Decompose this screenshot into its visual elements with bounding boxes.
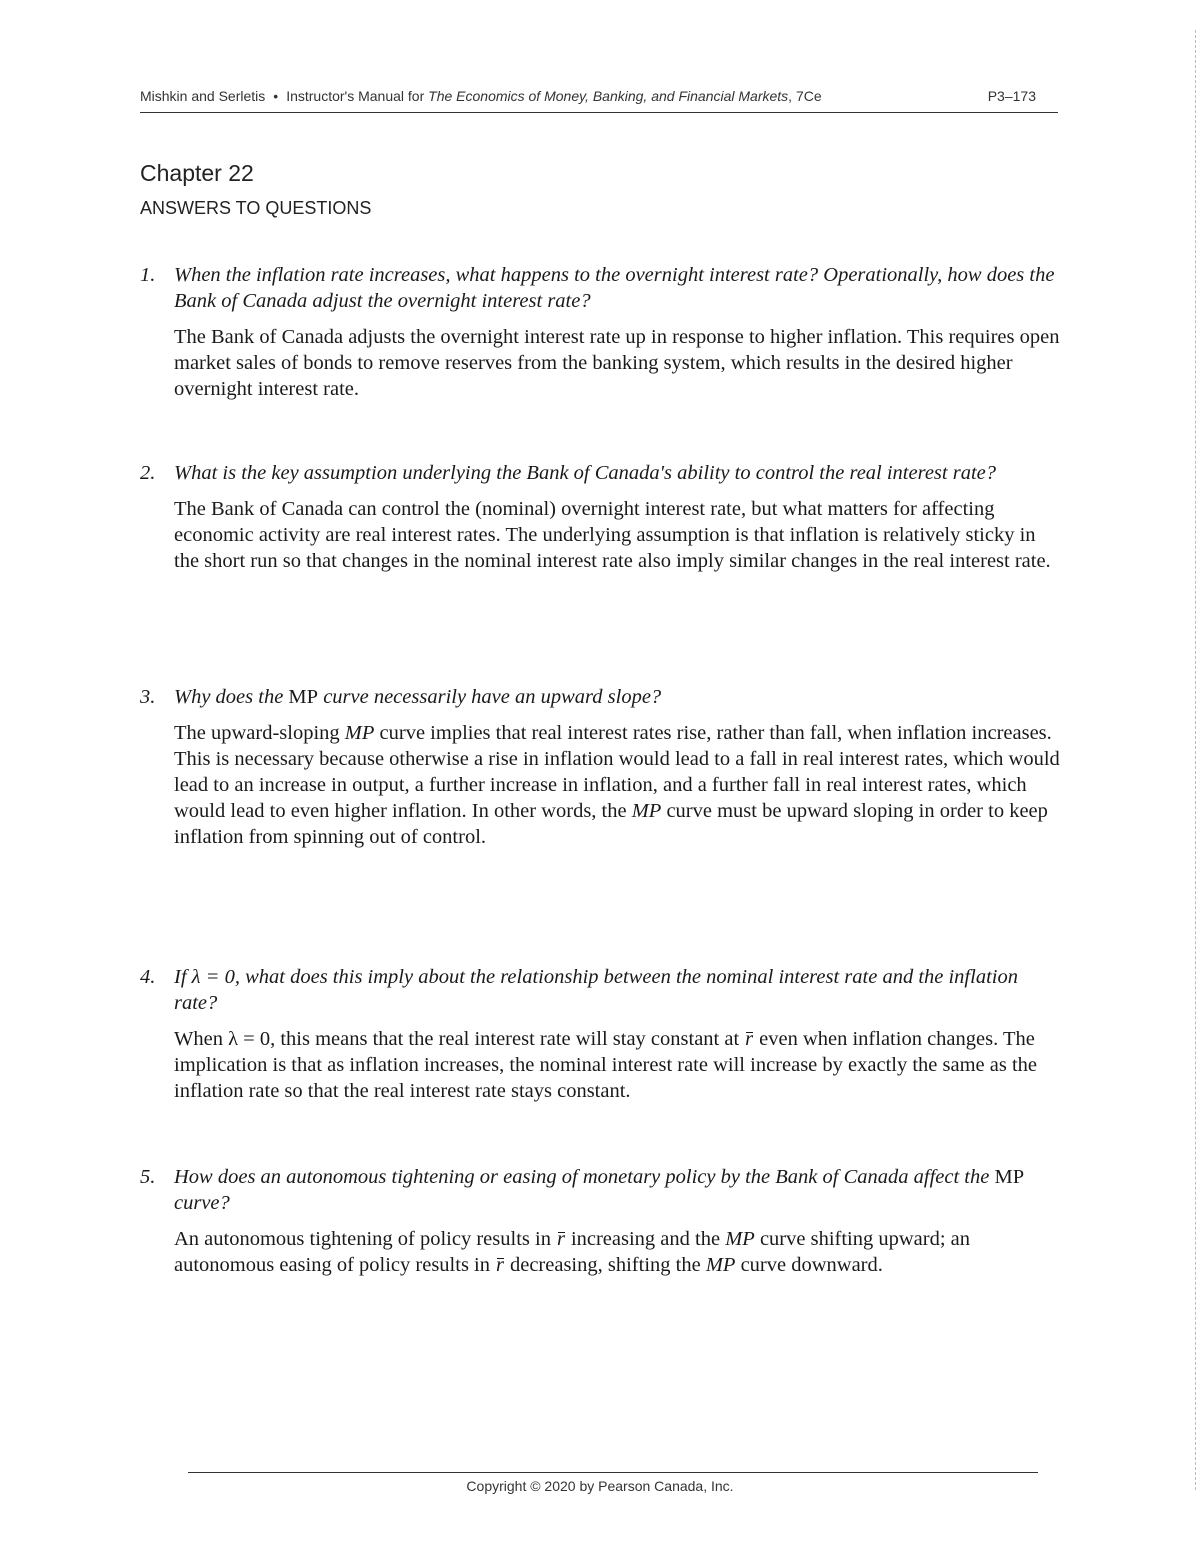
footer-rule — [188, 1472, 1038, 1473]
header-book-title: The Economics of Money, Banking, and Financial Markets — [428, 88, 789, 104]
answer-text-part: When λ = 0, this means that the real interest rate will stay constant at — [174, 1028, 740, 1050]
question-text-part: Why does the — [174, 686, 289, 708]
mp-term: MP — [705, 1254, 736, 1276]
question-text: When the inflation rate increases, what happens to the overnight interest rate? Operationally, how does the Bank of Canada adjust the overnight interest rate? — [174, 264, 1055, 312]
qa-item-4 — [140, 964, 1060, 1104]
answer-1: The Bank of Canada adjusts the overnight interest rate up in response to higher inflation. This requires open market sales of bonds to remove reserves from the banking system, which results in the desired higher overnight interest rate. — [174, 326, 1060, 400]
answer-2: The Bank of Canada can control the (nominal) overnight interest rate, but what matters for affecting economic activity are real interest rates. The underlying assumption is that inflation is relatively sticky in the short run so that changes in the nominal interest rate also imply similar changes in the real interest rate. — [174, 498, 1051, 572]
mp-term: MP — [994, 1166, 1025, 1188]
footer-copyright: Copyright © 2020 by Pearson Canada, Inc. — [466, 1478, 734, 1494]
answer-text-part: curve shifting upward; an autonomous easing of policy results in — [174, 1228, 971, 1276]
question-text-part: How does an autonomous tightening or easing of monetary policy by the Bank of Canada affect the — [174, 1166, 995, 1188]
mp-term: MP — [344, 722, 375, 744]
qa-item-2 — [140, 460, 1060, 574]
answer-text-part: curve downward. — [735, 1254, 883, 1276]
page-number: P3–173 — [987, 88, 1036, 104]
qa-item-5 — [140, 1164, 1060, 1278]
answer-text-part: even when inflation changes. The implication is that as inflation increases, the nominal interest rate will increase by exactly the same as the inflation rate so that the real interest rate stays constant. — [174, 1028, 1037, 1102]
question-4 — [140, 964, 1060, 1016]
question-text: If λ = 0, what does this imply about the relationship between the nominal interest rate and the inflation rate? — [174, 966, 1018, 1014]
answer-4 — [140, 1026, 1060, 1104]
header-rule — [140, 112, 1058, 113]
mp-term: MP — [631, 800, 662, 822]
chapter-title: Chapter 22 — [140, 160, 254, 186]
mp-term: MP — [288, 686, 319, 708]
question-number: 4. — [140, 966, 156, 988]
question-text: What is the key assumption underlying the Bank of Canada's ability to control the real interest rate? — [174, 462, 996, 484]
question-1 — [140, 262, 1060, 314]
scan-edge-marks — [1193, 30, 1196, 1490]
answer-text-part: decreasing, shifting the — [509, 1254, 706, 1276]
header-manual-prefix: Instructor's Manual for — [286, 88, 429, 104]
answer-text-part: curve implies that real interest rates rise, rather than fall, when inflation increases. This is necessary because otherwise a rise in inflation would lead to a fall in real interest rates, which would lead to an increase in output, a further increase in inflation, and a further fall in real interest rates, which would lead to even higher inflation. In other words, the — [174, 722, 1060, 822]
answer-3 — [140, 720, 1060, 850]
question-number: 2. — [140, 462, 156, 484]
header-bullet: • — [273, 88, 279, 104]
question-5 — [140, 1164, 1060, 1216]
answer-text-part: An autonomous tightening of policy results in — [174, 1228, 551, 1250]
r-bar-symbol: r — [556, 1228, 565, 1250]
running-header — [140, 88, 1058, 104]
header-authors: Mishkin and Serletis — [140, 88, 266, 104]
answer-text-part: The upward-sloping — [174, 722, 345, 744]
question-number: 5. — [140, 1166, 156, 1188]
question-number: 1. — [140, 264, 156, 286]
header-edition: , 7Ce — [788, 88, 822, 104]
answer-text-part: curve must be upward sloping in order to keep inflation from spinning out of control. — [174, 800, 1048, 848]
qa-item-1 — [140, 262, 1060, 402]
question-text-part: curve necessarily have an upward slope? — [318, 686, 662, 708]
qa-item-3 — [140, 684, 1060, 850]
section-title: ANSWERS TO QUESTIONS — [140, 198, 372, 218]
mp-term: MP — [725, 1228, 755, 1250]
question-number: 3. — [140, 686, 156, 708]
r-bar-symbol: r — [496, 1254, 504, 1276]
question-2 — [140, 460, 1060, 486]
r-bar-symbol: r — [745, 1028, 754, 1050]
answer-text-part: increasing and the — [570, 1228, 726, 1250]
answer-5 — [140, 1226, 1060, 1278]
question-text-part: curve? — [174, 1192, 230, 1214]
question-3 — [140, 684, 1060, 710]
